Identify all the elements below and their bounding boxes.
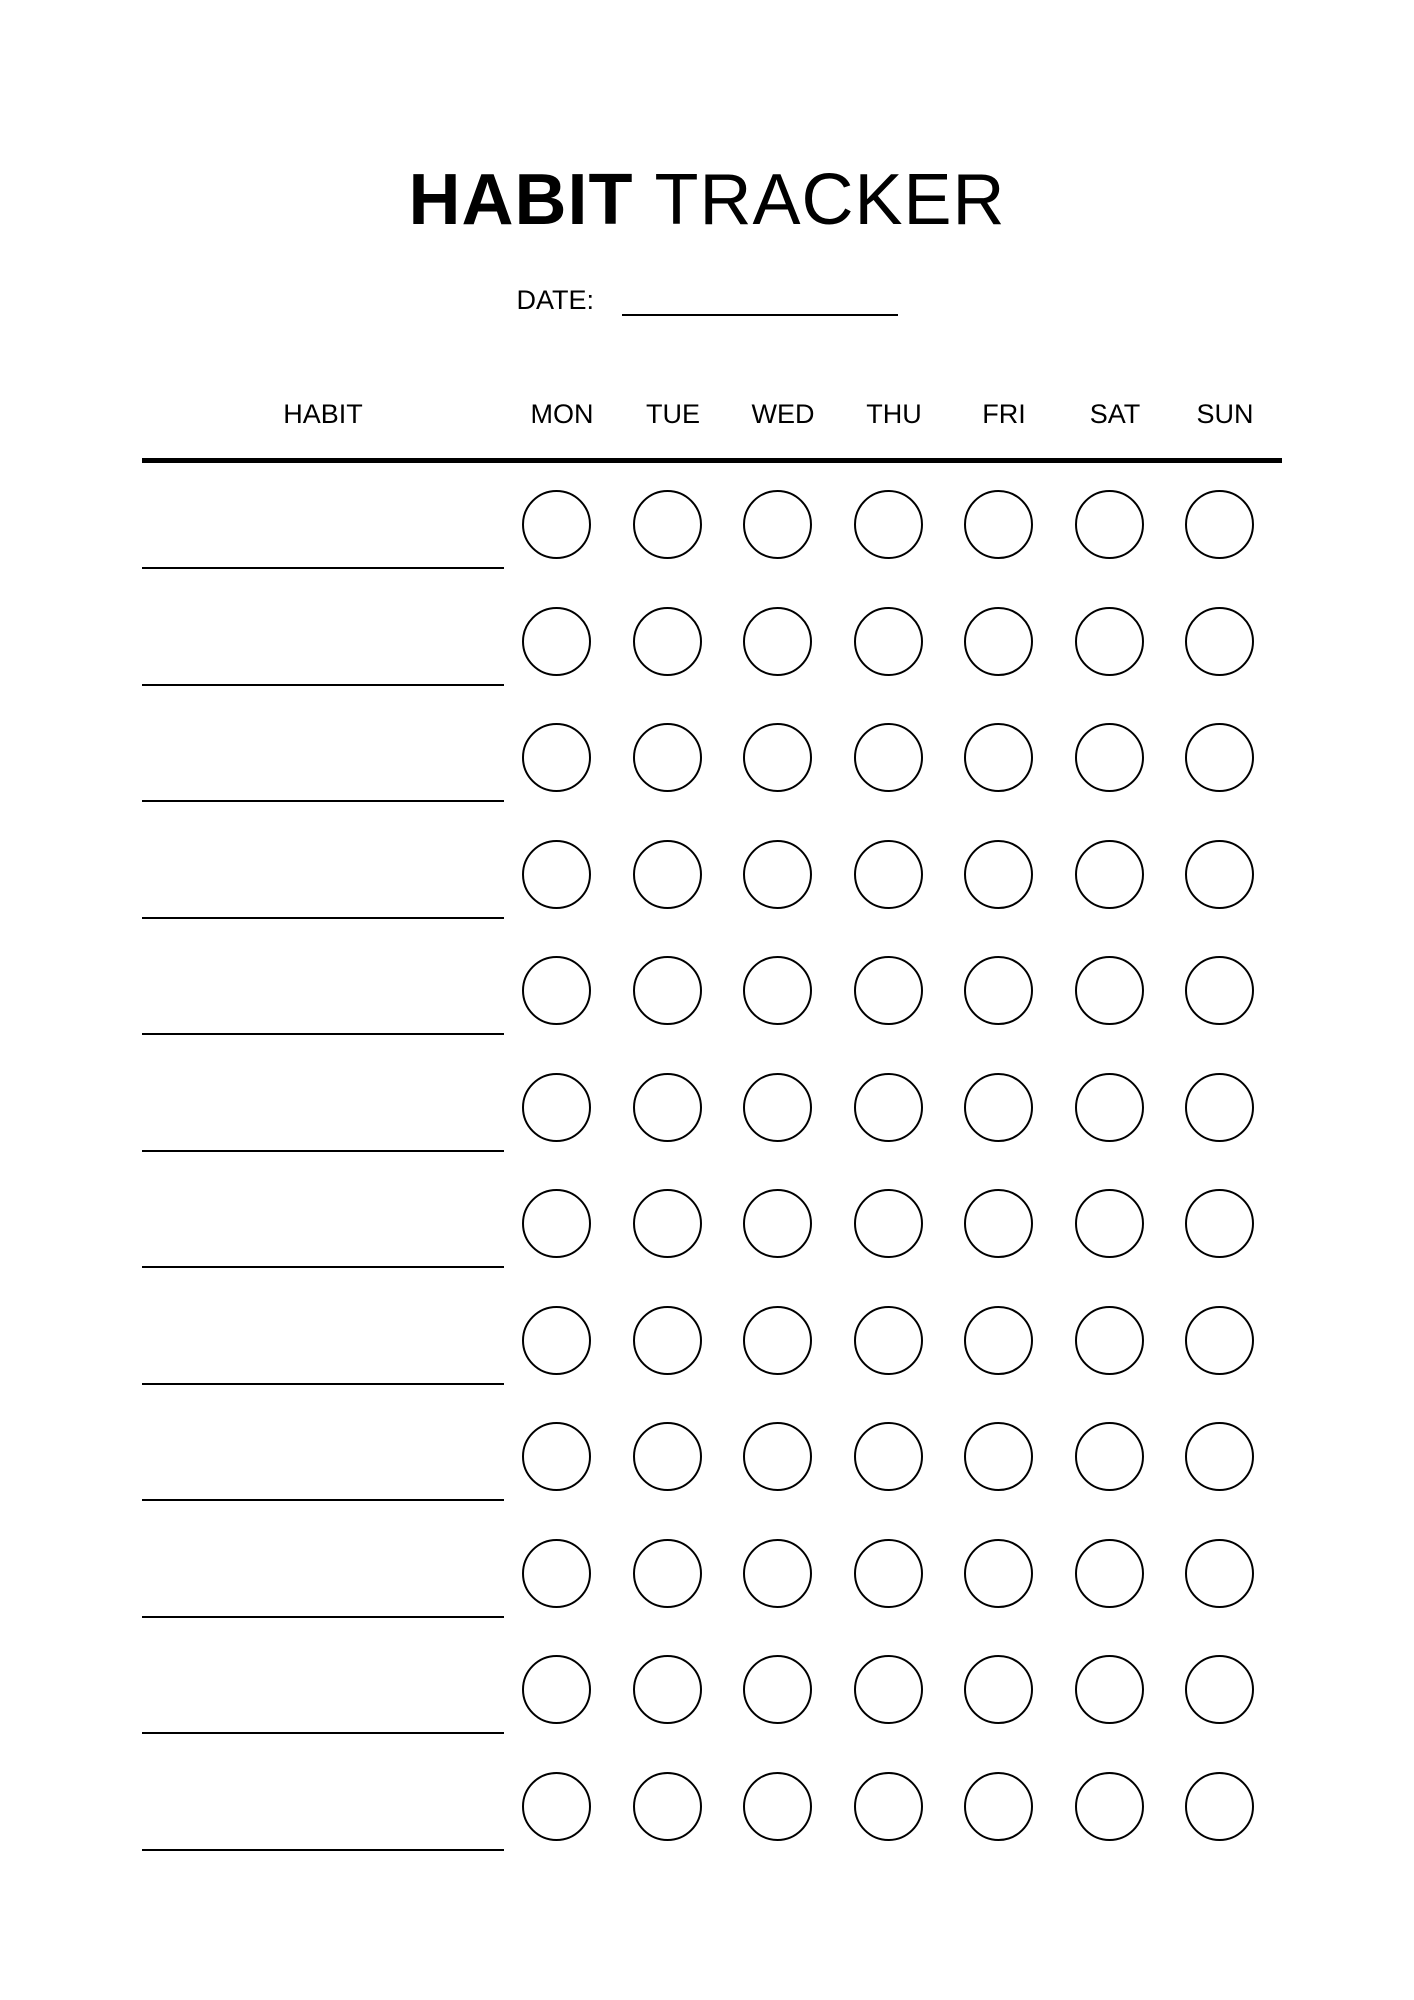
check-circle-fri[interactable] xyxy=(964,490,1033,559)
check-circle-sun[interactable] xyxy=(1185,1073,1254,1142)
check-circle-fri[interactable] xyxy=(964,1073,1033,1142)
check-circle-sun[interactable] xyxy=(1185,1655,1254,1724)
habit-row xyxy=(142,955,1282,1035)
check-circle-wed[interactable] xyxy=(743,956,812,1025)
day-header-tue: TUE xyxy=(646,399,700,429)
header-divider xyxy=(142,458,1282,463)
check-circle-thu[interactable] xyxy=(854,1772,923,1841)
habit-name-field[interactable] xyxy=(142,1033,504,1035)
check-circle-mon[interactable] xyxy=(522,1189,591,1258)
check-circle-mon[interactable] xyxy=(522,1772,591,1841)
check-circle-tue[interactable] xyxy=(633,1073,702,1142)
check-circle-tue[interactable] xyxy=(633,490,702,559)
check-circle-thu[interactable] xyxy=(854,723,923,792)
habit-column-header: HABIT xyxy=(283,399,363,429)
habit-name-field[interactable] xyxy=(142,1616,504,1618)
check-circle-wed[interactable] xyxy=(743,1655,812,1724)
check-circle-sat[interactable] xyxy=(1075,1189,1144,1258)
check-circle-sat[interactable] xyxy=(1075,607,1144,676)
check-circle-wed[interactable] xyxy=(743,490,812,559)
check-circle-tue[interactable] xyxy=(633,1306,702,1375)
check-circle-mon[interactable] xyxy=(522,1073,591,1142)
check-circle-wed[interactable] xyxy=(743,607,812,676)
check-circle-sat[interactable] xyxy=(1075,490,1144,559)
check-circle-sun[interactable] xyxy=(1185,723,1254,792)
check-circle-fri[interactable] xyxy=(964,1539,1033,1608)
habit-name-field[interactable] xyxy=(142,1266,504,1268)
check-circle-thu[interactable] xyxy=(854,1422,923,1491)
check-circle-mon[interactable] xyxy=(522,840,591,909)
habit-name-field[interactable] xyxy=(142,684,504,686)
check-circle-sat[interactable] xyxy=(1075,1655,1144,1724)
day-header-mon: MON xyxy=(530,399,594,429)
habit-row xyxy=(142,722,1282,802)
date-label: DATE: xyxy=(516,285,594,315)
page-title xyxy=(0,160,1414,240)
habit-name-field[interactable] xyxy=(142,1150,504,1152)
check-circle-sun[interactable] xyxy=(1185,1422,1254,1491)
check-circle-tue[interactable] xyxy=(633,1189,702,1258)
check-circle-wed[interactable] xyxy=(743,723,812,792)
check-circle-thu[interactable] xyxy=(854,840,923,909)
habit-row xyxy=(142,489,1282,569)
check-circle-wed[interactable] xyxy=(743,1539,812,1608)
habit-row xyxy=(142,839,1282,919)
check-circle-mon[interactable] xyxy=(522,1539,591,1608)
check-circle-wed[interactable] xyxy=(743,1073,812,1142)
check-circle-sun[interactable] xyxy=(1185,840,1254,909)
check-circle-sat[interactable] xyxy=(1075,1306,1144,1375)
title-light: TRACKER xyxy=(654,160,1006,240)
check-circle-fri[interactable] xyxy=(964,1655,1033,1724)
title-bold: HABIT xyxy=(408,160,634,240)
check-circle-wed[interactable] xyxy=(743,1422,812,1491)
check-circle-fri[interactable] xyxy=(964,956,1033,1025)
habit-name-field[interactable] xyxy=(142,917,504,919)
habit-row xyxy=(142,606,1282,686)
day-header-wed: WED xyxy=(751,399,815,429)
check-circle-tue[interactable] xyxy=(633,956,702,1025)
check-circle-wed[interactable] xyxy=(743,840,812,909)
check-circle-sun[interactable] xyxy=(1185,490,1254,559)
check-circle-sat[interactable] xyxy=(1075,1073,1144,1142)
check-circle-tue[interactable] xyxy=(633,1539,702,1608)
habit-name-field[interactable] xyxy=(142,1849,504,1851)
habit-row xyxy=(142,1188,1282,1268)
check-circle-wed[interactable] xyxy=(743,1306,812,1375)
habit-name-field[interactable] xyxy=(142,1732,504,1734)
check-circle-tue[interactable] xyxy=(633,607,702,676)
check-circle-sat[interactable] xyxy=(1075,723,1144,792)
check-circle-thu[interactable] xyxy=(854,1189,923,1258)
check-circle-wed[interactable] xyxy=(743,1772,812,1841)
habit-row xyxy=(142,1538,1282,1618)
day-header-fri: FRI xyxy=(982,399,1026,429)
check-circle-sat[interactable] xyxy=(1075,1422,1144,1491)
check-circle-mon[interactable] xyxy=(522,956,591,1025)
check-circle-fri[interactable] xyxy=(964,607,1033,676)
habit-row xyxy=(142,1654,1282,1734)
check-circle-mon[interactable] xyxy=(522,1655,591,1724)
check-circle-sun[interactable] xyxy=(1185,1539,1254,1608)
check-circle-tue[interactable] xyxy=(633,1772,702,1841)
date-row xyxy=(0,284,1414,316)
day-header-sat: SAT xyxy=(1089,399,1141,429)
check-circle-mon[interactable] xyxy=(522,1422,591,1491)
check-circle-thu[interactable] xyxy=(854,607,923,676)
check-circle-tue[interactable] xyxy=(633,723,702,792)
check-circle-thu[interactable] xyxy=(854,1073,923,1142)
check-circle-fri[interactable] xyxy=(964,840,1033,909)
check-circle-fri[interactable] xyxy=(964,1306,1033,1375)
check-circle-fri[interactable] xyxy=(964,1422,1033,1491)
check-circle-fri[interactable] xyxy=(964,1772,1033,1841)
check-circle-sun[interactable] xyxy=(1185,1189,1254,1258)
day-header-sun: SUN xyxy=(1196,399,1254,429)
habit-name-field[interactable] xyxy=(142,800,504,802)
check-circle-mon[interactable] xyxy=(522,607,591,676)
check-circle-fri[interactable] xyxy=(964,1189,1033,1258)
habit-row xyxy=(142,1072,1282,1152)
habit-name-field[interactable] xyxy=(142,1383,504,1385)
day-header-thu: THU xyxy=(866,399,922,429)
check-circle-wed[interactable] xyxy=(743,1189,812,1258)
check-circle-tue[interactable] xyxy=(633,1655,702,1724)
check-circle-sun[interactable] xyxy=(1185,607,1254,676)
check-circle-fri[interactable] xyxy=(964,723,1033,792)
habit-name-field[interactable] xyxy=(142,567,504,569)
check-circle-thu[interactable] xyxy=(854,490,923,559)
check-circle-sat[interactable] xyxy=(1075,956,1144,1025)
habit-row xyxy=(142,1771,1282,1851)
check-circle-sun[interactable] xyxy=(1185,956,1254,1025)
date-field[interactable] xyxy=(622,286,898,316)
check-circle-thu[interactable] xyxy=(854,1539,923,1608)
check-circle-tue[interactable] xyxy=(633,1422,702,1491)
check-circle-sat[interactable] xyxy=(1075,1539,1144,1608)
check-circle-tue[interactable] xyxy=(633,840,702,909)
habit-row xyxy=(142,1305,1282,1385)
check-circle-mon[interactable] xyxy=(522,490,591,559)
check-circle-thu[interactable] xyxy=(854,1306,923,1375)
check-circle-sun[interactable] xyxy=(1185,1772,1254,1841)
check-circle-mon[interactable] xyxy=(522,1306,591,1375)
check-circle-thu[interactable] xyxy=(854,956,923,1025)
check-circle-sat[interactable] xyxy=(1075,1772,1144,1841)
table-header xyxy=(142,396,1282,432)
check-circle-mon[interactable] xyxy=(522,723,591,792)
check-circle-sat[interactable] xyxy=(1075,840,1144,909)
habit-row xyxy=(142,1421,1282,1501)
check-circle-thu[interactable] xyxy=(854,1655,923,1724)
check-circle-sun[interactable] xyxy=(1185,1306,1254,1375)
habit-name-field[interactable] xyxy=(142,1499,504,1501)
